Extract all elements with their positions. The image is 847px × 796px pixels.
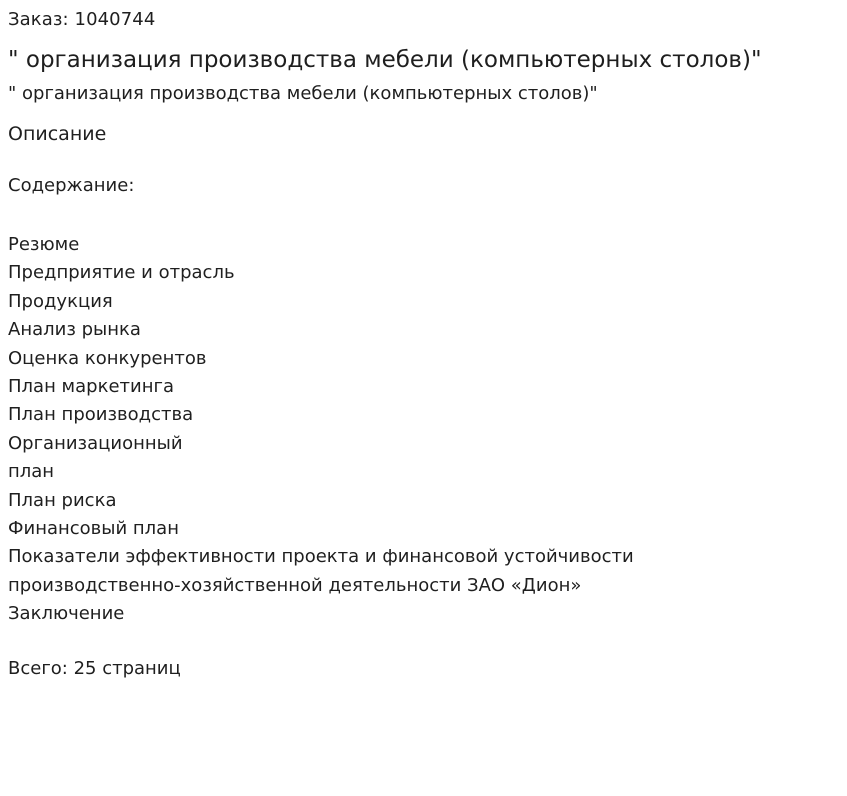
- contents-item: Продукция: [8, 290, 113, 312]
- contents-item: План производства: [8, 404, 194, 426]
- page-subtitle: " организация производства мебели (компьютерных столов)": [8, 83, 598, 104]
- contents-item: Финансовый план: [8, 518, 179, 540]
- contents-item: План риска: [8, 489, 117, 511]
- contents-item: Анализ рынка: [8, 319, 141, 341]
- contents-item: Заключение: [8, 603, 125, 625]
- page-title: " организация производства мебели (компьютерных столов)": [8, 47, 762, 73]
- contents-item: Оценка конкурентов: [8, 347, 207, 369]
- contents-heading: Содержание:: [8, 175, 135, 196]
- contents-list: [8, 231, 839, 629]
- order-number: Заказ: 1040744: [8, 9, 156, 30]
- contents-item: Организационный: [8, 432, 183, 454]
- contents-item: Показатели эффективности проекта и финансовой устойчивости: [8, 546, 634, 568]
- contents-item: Резюме: [8, 234, 80, 255]
- contents-item: план: [8, 461, 55, 483]
- total-pages: Всего: 25 страниц: [8, 657, 181, 679]
- contents-item: Предприятие и отрасль: [8, 262, 235, 284]
- contents-item: производственно-хозяйственной деятельности ЗАО «Дион»: [8, 574, 582, 596]
- description-heading: Описание: [8, 123, 107, 145]
- contents-item: План маркетинга: [8, 376, 174, 398]
